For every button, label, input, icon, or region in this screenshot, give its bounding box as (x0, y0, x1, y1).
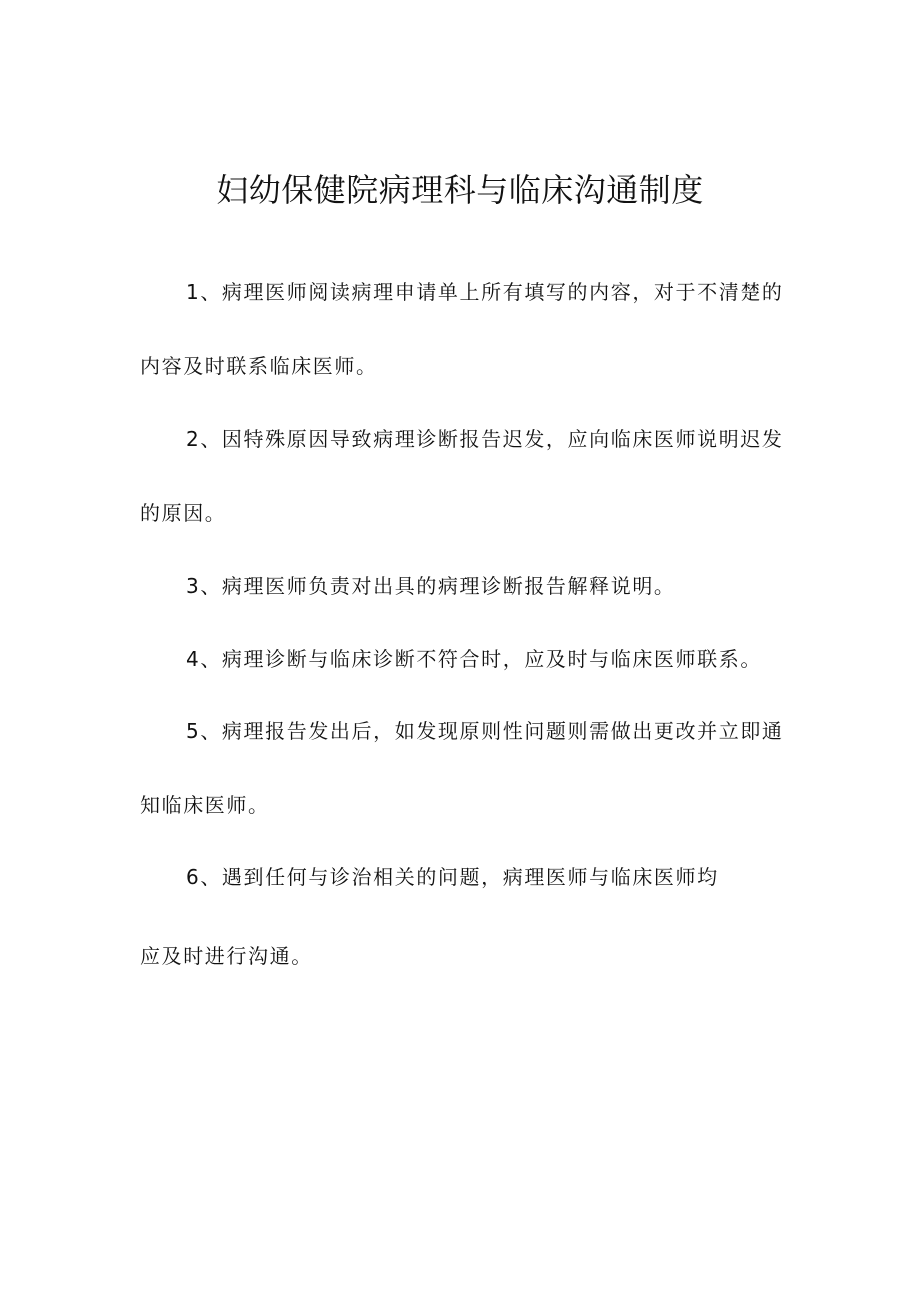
paragraph-1-line-2: 内容及时联系临床医师。 (140, 354, 378, 378)
paragraph-4-line-1: 4、病理诊断与临床诊断不符合时，应及时与临床医师联系。 (186, 647, 762, 671)
paragraph-6-line-2: 应及时进行沟通。 (140, 944, 313, 968)
paragraph-5-line-1: 5、病理报告发出后，如发现原则性问题则需做出更改并立即通 (186, 719, 784, 743)
document-title: 妇幼保健院病理科与临床沟通制度 (216, 171, 704, 209)
paragraph-2-line-1: 2、因特殊原因导致病理诊断报告迟发，应向临床医师说明迟发 (186, 427, 784, 451)
paragraph-6-line-1: 6、遇到任何与诊治相关的问题，病理医师与临床医师均 (186, 865, 719, 889)
paragraph-2-line-2: 的原因。 (140, 501, 227, 525)
paragraph-1-line-1: 1、病理医师阅读病理申请单上所有填写的内容，对于不清楚的 (186, 280, 784, 304)
paragraph-3-line-1: 3、病理医师负责对出具的病理诊断报告解释说明。 (186, 574, 676, 598)
paragraph-5-line-2: 知临床医师。 (140, 793, 270, 817)
